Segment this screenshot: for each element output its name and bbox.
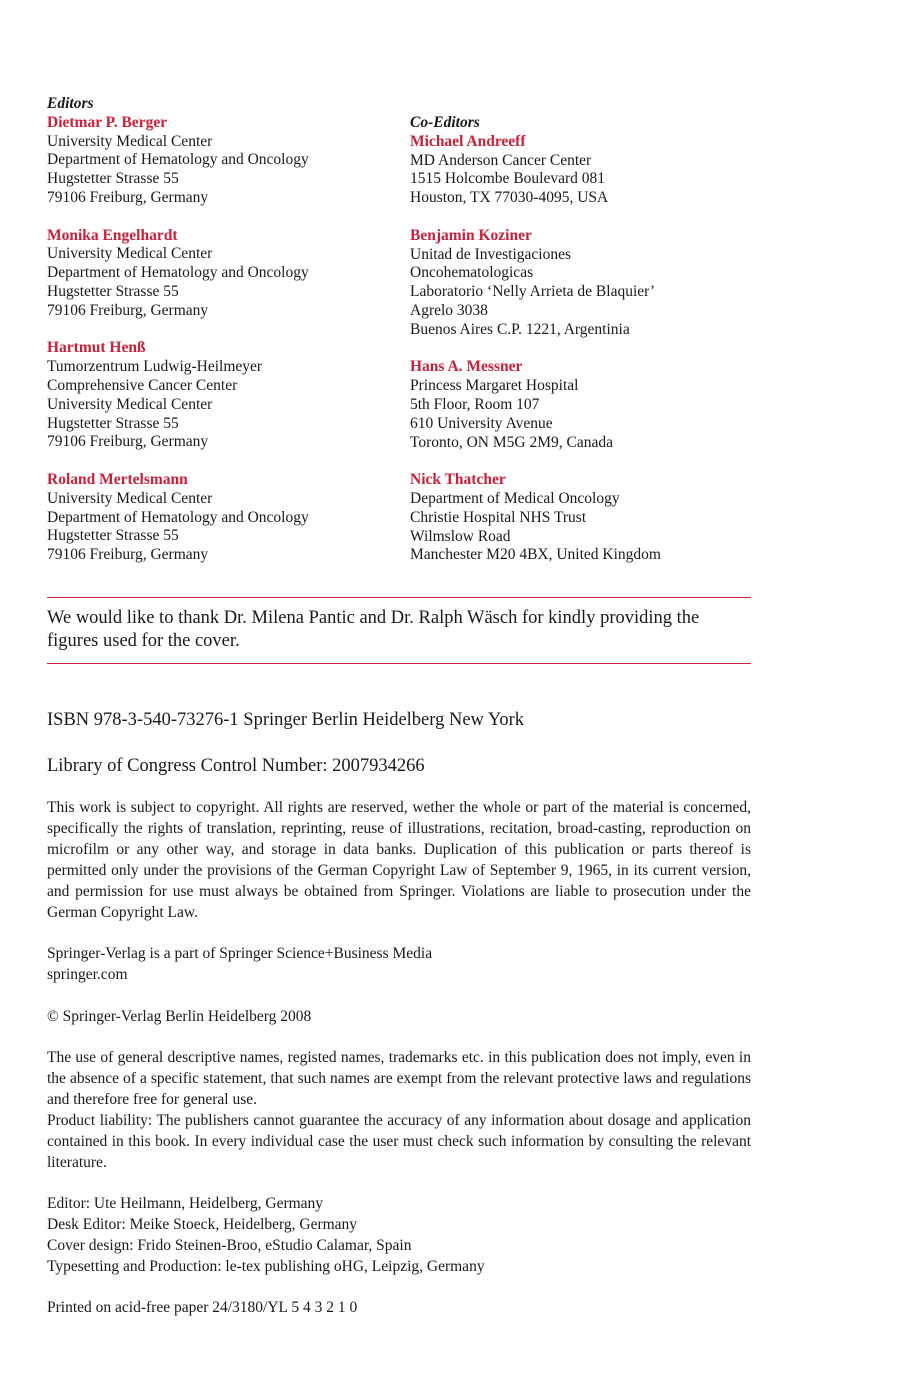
coeditor-name: Benjamin Koziner xyxy=(410,226,532,244)
address-line: Hugstetter Strasse 55 xyxy=(47,414,179,432)
address-line: Oncohematologicas xyxy=(410,264,534,282)
copyright-line: © Springer-Verlag Berlin Heidelberg 2008 xyxy=(47,1008,312,1025)
editor-name: Dietmar P. Berger xyxy=(47,113,168,131)
coeditor-name: Hans A. Messner xyxy=(410,358,523,376)
editors-heading: Editors xyxy=(47,95,94,112)
address-line: Department of Hematology and Oncology xyxy=(47,151,309,169)
address-line: Toronto, ON M5G 2M9, Canada xyxy=(410,433,613,451)
address-line: 79106 Freiburg, Germany xyxy=(47,301,209,319)
liability-notice: Product liability: The publishers cannot guarantee the accuracy of any information about dosage and application contained in this book. In every individual case the user must check such information by consulting the relevant literature. xyxy=(47,1112,751,1171)
publisher-website: springer.com xyxy=(47,966,128,983)
coeditor-name: Nick Thatcher xyxy=(410,471,506,489)
address-line: Hugstetter Strasse 55 xyxy=(47,527,179,545)
editor-name: Hartmut Henß xyxy=(47,339,146,357)
publisher-block xyxy=(47,943,751,985)
address-line: University Medical Center xyxy=(47,489,213,507)
editor-entry xyxy=(47,471,397,565)
bottom-divider xyxy=(47,663,751,664)
credit-line: Editor: Ute Heilmann, Heidelberg, Germany xyxy=(47,1195,324,1212)
loc-control-number: Library of Congress Control Number: 2007934266 xyxy=(47,756,425,776)
address-line: Tumorzentrum Ludwig-Heilmeyer xyxy=(47,358,263,376)
address-line: Christie Hospital NHS Trust xyxy=(410,508,587,526)
address-line: Manchester M20 4BX, United Kingdom xyxy=(410,546,661,564)
isbn-line: ISBN 978-3-540-73276-1 Springer Berlin Heidelberg New York xyxy=(47,710,525,730)
editors-column xyxy=(47,95,397,584)
address-line: MD Anderson Cancer Center xyxy=(410,151,592,169)
address-line: 1515 Holcombe Boulevard 081 xyxy=(410,170,606,188)
copyright-notice: This work is subject to copyright. All rights are reserved, wether the whole or part of the material is concerned, specifically the rights of translation, reprinting, reuse of illustrations, recitation, broad-casting, reproduction on microfilm or any other way, and storage in data banks. Duplication of this publication or parts thereof is permitted only under the provisions of the German Copyright Law of September 9, 1965, in its current version, and permission for use must always be obtained from Springer. Violations are liable to prosecution under the German Copyright Law. xyxy=(47,799,751,921)
address-line: Hugstetter Strasse 55 xyxy=(47,170,179,188)
address-line: Buenos Aires C.P. 1221, Argentinia xyxy=(410,320,630,338)
credit-line: Desk Editor: Meike Stoeck, Heidelberg, Germany xyxy=(47,1216,358,1233)
coeditors-column xyxy=(410,114,770,584)
address-line: Wilmslow Road xyxy=(410,527,511,545)
publisher-line: Springer-Verlag is a part of Springer Science+Business Media xyxy=(47,945,433,962)
address-line: Unitad de Investigaciones xyxy=(410,245,571,263)
address-line: Comprehensive Cancer Center xyxy=(47,376,238,394)
credit-line: Typesetting and Production: le-tex publishing oHG, Leipzig, Germany xyxy=(47,1258,485,1275)
address-line: Hugstetter Strasse 55 xyxy=(47,282,179,300)
editor-entry xyxy=(47,339,397,452)
address-line: 5th Floor, Room 107 xyxy=(410,395,540,413)
address-line: University Medical Center xyxy=(47,245,213,263)
coeditor-name: Michael Andreeff xyxy=(410,132,526,150)
address-line: Agrelo 3038 xyxy=(410,301,488,319)
names-notice: The use of general descriptive names, registed names, trademarks etc. in this publication does not imply, even in the absence of a specific statement, that such names are exempt from the relevant protective laws and regulations and therefore free for general use. xyxy=(47,1049,751,1108)
top-divider xyxy=(47,597,751,598)
address-line: 79106 Freiburg, Germany xyxy=(47,188,209,206)
address-line: Department of Medical Oncology xyxy=(410,489,620,507)
coeditors-heading: Co-Editors xyxy=(410,114,480,131)
address-line: University Medical Center xyxy=(47,395,213,413)
credit-line: Cover design: Frido Steinen-Broo, eStudio Calamar, Spain xyxy=(47,1237,412,1254)
acknowledgement-text: We would like to thank Dr. Milena Pantic and Dr. Ralph Wäsch for kindly providing the figures used for the cover. xyxy=(47,608,700,651)
editor-entry xyxy=(47,227,397,321)
coeditor-entry xyxy=(410,133,770,208)
address-line: 610 University Avenue xyxy=(410,414,553,432)
printing-line: Printed on acid-free paper 24/3180/YL 5 4 3 2 1 0 xyxy=(47,1299,358,1316)
address-line: Department of Hematology and Oncology xyxy=(47,264,309,282)
address-line: 79106 Freiburg, Germany xyxy=(47,433,209,451)
editor-entry xyxy=(47,114,397,208)
address-line: Laboratorio ‘Nelly Arrieta de Blaquier’ xyxy=(410,283,656,301)
coeditor-entry xyxy=(410,358,770,452)
editor-name: Monika Engelhardt xyxy=(47,226,178,244)
editor-name: Roland Mertelsmann xyxy=(47,470,188,488)
address-line: Houston, TX 77030-4095, USA xyxy=(410,189,609,207)
address-line: University Medical Center xyxy=(47,132,213,150)
address-line: Department of Hematology and Oncology xyxy=(47,508,309,526)
coeditor-entry xyxy=(410,471,770,565)
address-line: 79106 Freiburg, Germany xyxy=(47,546,209,564)
address-line: Princess Margaret Hospital xyxy=(410,377,579,395)
credits-block xyxy=(47,1193,751,1277)
coeditor-entry xyxy=(410,227,770,340)
